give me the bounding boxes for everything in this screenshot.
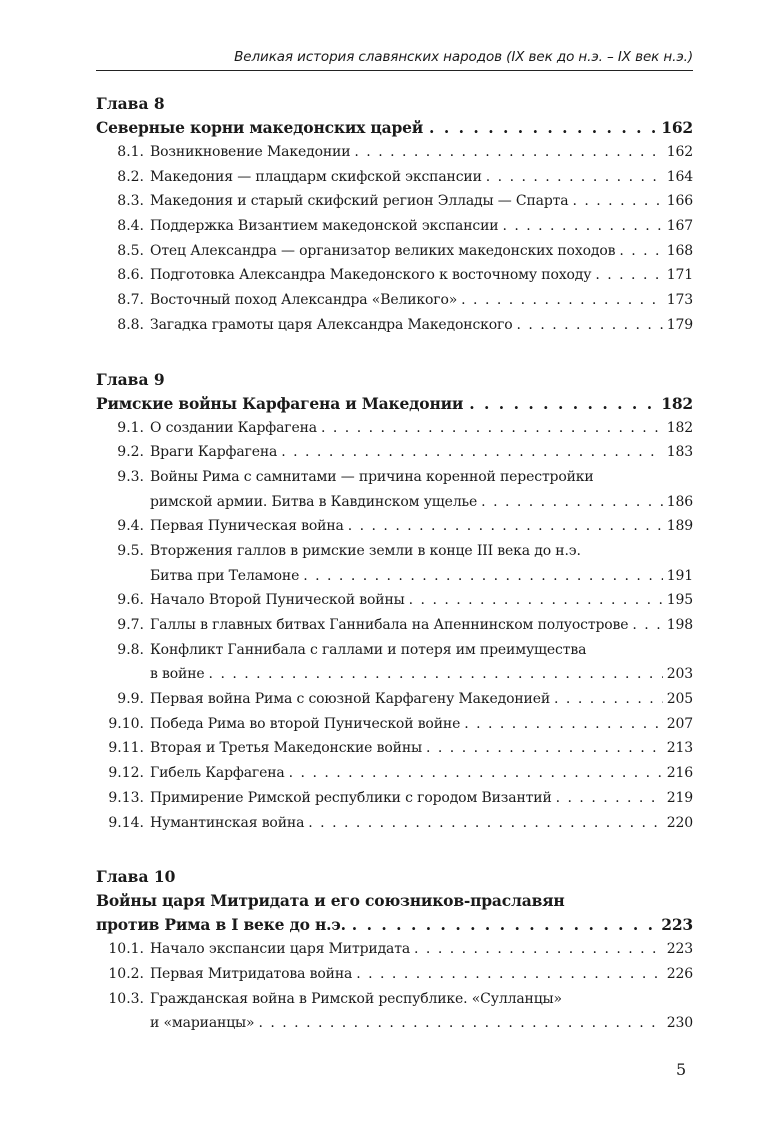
toc-entry[interactable] bbox=[96, 736, 693, 761]
toc-entry[interactable] bbox=[96, 440, 693, 465]
dot-leader bbox=[258, 1011, 662, 1036]
dot-leader bbox=[429, 116, 657, 140]
section-title: Победа Рима во второй Пунической войне bbox=[150, 715, 461, 732]
dot-leader bbox=[409, 588, 663, 613]
section-title: Начало Второй Пунической войны bbox=[150, 592, 405, 609]
toc-entry[interactable] bbox=[96, 465, 693, 514]
toc-entry[interactable] bbox=[96, 811, 693, 836]
toc-entry[interactable] bbox=[96, 288, 693, 313]
dot-leader bbox=[354, 140, 662, 165]
dot-leader bbox=[502, 214, 662, 239]
dot-leader bbox=[469, 392, 657, 416]
section-number: 8.6. bbox=[117, 267, 144, 284]
section-title: Первая Пуническая война bbox=[150, 518, 344, 535]
chapter-title[interactable] bbox=[96, 889, 693, 937]
section-number: 9.5. bbox=[117, 542, 144, 559]
dot-leader bbox=[352, 913, 657, 937]
chapter-title-text: Римские войны Карфагена и Македонии bbox=[96, 393, 464, 413]
section-page-number: 191 bbox=[666, 567, 693, 584]
dot-leader bbox=[572, 189, 662, 214]
toc-entry[interactable] bbox=[96, 189, 693, 214]
section-number: 10.1. bbox=[108, 941, 144, 958]
section-title: Гибель Карфагена bbox=[150, 765, 285, 782]
section-page-number: 220 bbox=[666, 814, 693, 831]
section-number: 9.12. bbox=[108, 765, 144, 782]
toc-entry[interactable] bbox=[96, 712, 693, 737]
section-title: Войны Рима с самнитами — причина коренной перестройки bbox=[150, 468, 594, 485]
dot-leader bbox=[461, 288, 663, 313]
toc-entry[interactable] bbox=[96, 987, 693, 1036]
toc-entry[interactable] bbox=[96, 514, 693, 539]
chapter-page-number: 162 bbox=[661, 118, 693, 137]
section-number: 10.3. bbox=[108, 990, 144, 1007]
section-title: Загадка грамоты царя Александра Македонского bbox=[150, 316, 513, 333]
section-number: 9.10. bbox=[108, 715, 144, 732]
section-number: 9.1. bbox=[117, 419, 144, 436]
toc-entry[interactable] bbox=[96, 140, 693, 165]
section-title: Битва при Теламоне bbox=[150, 567, 300, 584]
section-page-number: 167 bbox=[666, 218, 693, 235]
chapter bbox=[96, 865, 693, 1036]
section-page-number: 164 bbox=[666, 168, 693, 185]
chapter bbox=[96, 368, 693, 836]
dot-leader bbox=[486, 165, 663, 190]
section-title: и «марианцы» bbox=[150, 1015, 255, 1032]
section-title: Начало экспансии царя Митридата bbox=[150, 941, 411, 958]
dot-leader bbox=[595, 263, 662, 288]
toc-entry[interactable] bbox=[96, 416, 693, 441]
chapter-page-number: 182 bbox=[661, 393, 693, 413]
section-page-number: 230 bbox=[666, 1015, 693, 1032]
toc-entry[interactable] bbox=[96, 786, 693, 811]
section-number: 8.4. bbox=[117, 218, 144, 235]
toc-entry[interactable] bbox=[96, 214, 693, 239]
section-title: Отец Александра — организатор великих македонских походов bbox=[150, 242, 616, 259]
section-title: Примирение Римской республики с городом Византий bbox=[150, 789, 552, 806]
section-page-number: 162 bbox=[666, 144, 693, 160]
running-header bbox=[96, 46, 693, 71]
section-page-number: 198 bbox=[666, 617, 693, 633]
section-title: Вторая и Третья Македонские войны bbox=[150, 740, 422, 757]
section-title: Восточный поход Александра «Великого» bbox=[150, 292, 458, 309]
dot-leader bbox=[321, 416, 663, 441]
section-title: Македония — плацдарм скифской экспансии bbox=[150, 168, 482, 185]
section-page-number: 186 bbox=[666, 493, 693, 510]
chapter-label: Глава 10 bbox=[96, 867, 176, 887]
dot-leader bbox=[554, 687, 663, 712]
dot-leader bbox=[308, 811, 662, 836]
chapter-title[interactable] bbox=[96, 392, 693, 416]
toc-entry[interactable] bbox=[96, 761, 693, 786]
section-number: 8.7. bbox=[117, 292, 144, 309]
section-number: 9.8. bbox=[117, 641, 144, 658]
section-number: 8.8. bbox=[117, 316, 144, 333]
section-page-number: 216 bbox=[666, 765, 693, 782]
chapter-title-text: против Рима в I веке до н.э. bbox=[96, 915, 346, 935]
toc-entry[interactable] bbox=[96, 937, 693, 962]
dot-leader bbox=[348, 514, 663, 539]
table-of-contents bbox=[96, 82, 693, 1036]
section-number: 9.9. bbox=[117, 691, 144, 708]
section-number: 8.1. bbox=[117, 144, 144, 160]
section-page-number: 213 bbox=[666, 740, 693, 757]
section-page-number: 195 bbox=[666, 592, 693, 609]
section-number: 9.6. bbox=[117, 592, 144, 609]
section-number: 8.5. bbox=[117, 242, 144, 259]
section-page-number: 168 bbox=[666, 242, 693, 259]
running-head-title: Великая история славянских народов (IX век до н.э. – IX век н.э.) bbox=[234, 49, 693, 65]
section-number: 10.2. bbox=[108, 965, 144, 982]
section-title: Первая война Рима с союзной Карфагену Македонией bbox=[150, 691, 551, 708]
section-page-number: 171 bbox=[666, 267, 693, 284]
dot-leader bbox=[209, 662, 663, 687]
chapter-title[interactable] bbox=[96, 116, 693, 140]
section-number: 8.2. bbox=[117, 168, 144, 185]
dot-leader bbox=[303, 564, 663, 589]
section-title: римской армии. Битва в Кавдинском ущелье bbox=[150, 493, 478, 510]
dot-leader bbox=[356, 962, 663, 987]
section-title: Враги Карфагена bbox=[150, 444, 278, 461]
section-title: Возникновение Македонии bbox=[150, 144, 351, 160]
section-title: Македония и старый скифский регион Эллады — Спарта bbox=[150, 193, 569, 210]
section-page-number: 166 bbox=[666, 193, 693, 210]
section-title: Нумантинская война bbox=[150, 814, 305, 831]
section-number: 9.13. bbox=[108, 789, 144, 806]
section-page-number: 182 bbox=[666, 419, 693, 436]
section-title: Гражданская война в Римской республике. «Сулланцы» bbox=[150, 990, 562, 1007]
page-number: 5 bbox=[676, 1060, 687, 1079]
section-title: в войне bbox=[150, 666, 205, 683]
section-page-number: 203 bbox=[666, 666, 693, 683]
toc-entry[interactable] bbox=[96, 313, 693, 338]
toc-entry[interactable] bbox=[96, 539, 693, 588]
chapter-title-text: Войны царя Митридата и его союзников-праславян bbox=[96, 891, 565, 911]
dot-leader bbox=[632, 613, 662, 638]
toc-entry[interactable] bbox=[96, 588, 693, 613]
dot-leader bbox=[517, 313, 663, 338]
section-page-number: 207 bbox=[666, 715, 693, 732]
chapter-label: Глава 9 bbox=[96, 369, 165, 389]
section-number: 9.7. bbox=[117, 617, 144, 633]
section-page-number: 183 bbox=[666, 444, 693, 461]
section-number: 9.3. bbox=[117, 468, 144, 485]
dot-leader bbox=[619, 239, 662, 264]
section-number: 9.4. bbox=[117, 518, 144, 535]
section-page-number: 173 bbox=[666, 292, 693, 309]
toc-entry[interactable] bbox=[96, 165, 693, 190]
chapter-gap bbox=[96, 338, 693, 358]
chapter-label: Глава 8 bbox=[96, 94, 165, 113]
toc-entry[interactable] bbox=[96, 239, 693, 264]
section-number: 8.3. bbox=[117, 193, 144, 210]
section-title: О создании Карфагена bbox=[150, 419, 317, 436]
toc-entry[interactable] bbox=[96, 613, 693, 638]
section-title: Подготовка Александра Македонского к восточному походу bbox=[150, 267, 592, 284]
section-title: Первая Митридатова война bbox=[150, 965, 353, 982]
section-title: Конфликт Ганнибала с галлами и потеря им преимущества bbox=[150, 641, 587, 658]
section-number: 9.2. bbox=[117, 444, 144, 461]
dot-leader bbox=[556, 786, 663, 811]
section-title: Поддержка Византием македонской экспансии bbox=[150, 218, 499, 235]
chapter-gap bbox=[96, 835, 693, 855]
chapter-page-number: 223 bbox=[661, 915, 693, 935]
dot-leader bbox=[281, 440, 663, 465]
chapter bbox=[96, 92, 693, 338]
dot-leader bbox=[464, 712, 663, 737]
dot-leader bbox=[426, 736, 663, 761]
section-number: 9.11. bbox=[108, 740, 144, 757]
section-page-number: 179 bbox=[666, 316, 693, 333]
section-page-number: 189 bbox=[666, 518, 693, 535]
toc-entry[interactable] bbox=[96, 638, 693, 687]
dot-leader bbox=[481, 490, 663, 515]
section-number: 9.14. bbox=[108, 814, 144, 831]
chapter-title-text: Северные корни македонских царей bbox=[96, 118, 424, 137]
section-title: Вторжения галлов в римские земли в конце III века до н.э. bbox=[150, 542, 581, 559]
section-title: Галлы в главных битвах Ганнибала на Апеннинском полуострове bbox=[150, 617, 629, 633]
section-page-number: 219 bbox=[666, 789, 693, 806]
toc-entry[interactable] bbox=[96, 263, 693, 288]
dot-leader bbox=[289, 761, 663, 786]
section-page-number: 226 bbox=[666, 965, 693, 982]
section-page-number: 223 bbox=[666, 941, 693, 958]
toc-entry[interactable] bbox=[96, 687, 693, 712]
toc-entry[interactable] bbox=[96, 962, 693, 987]
dot-leader bbox=[414, 937, 663, 962]
section-page-number: 205 bbox=[666, 691, 693, 708]
